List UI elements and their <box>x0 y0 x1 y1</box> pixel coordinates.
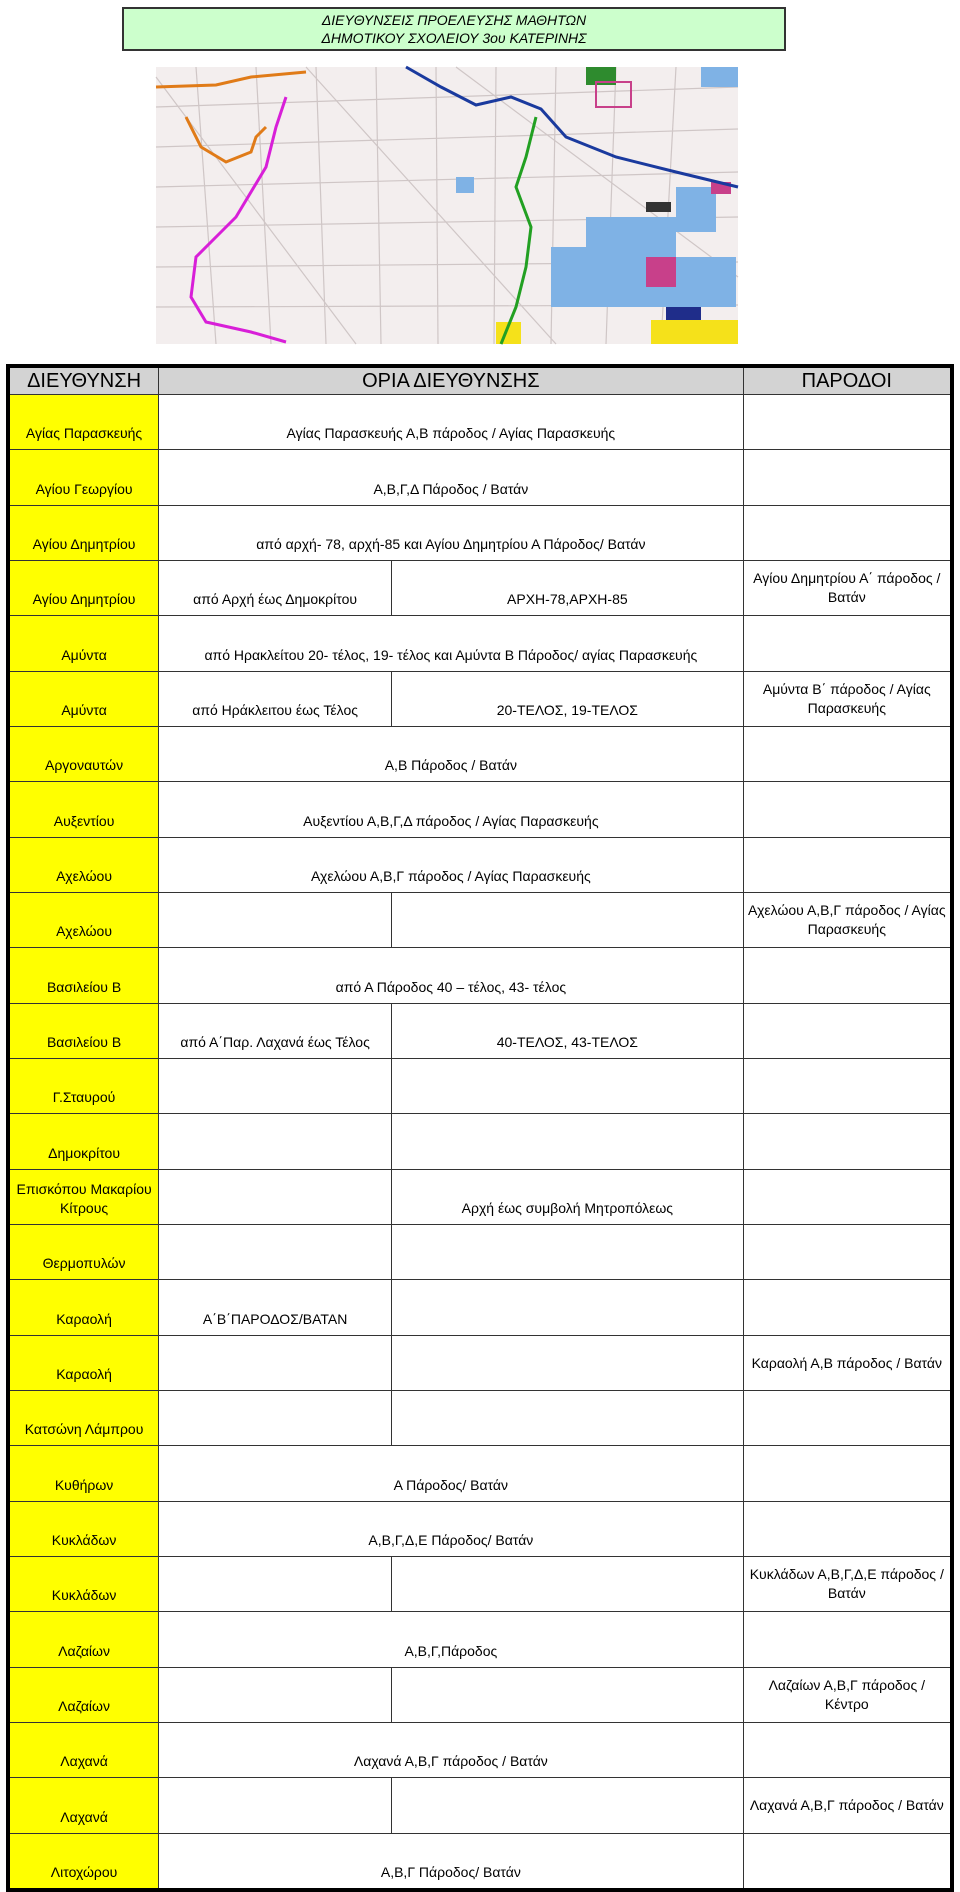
address-name-cell: Κυκλάδων <box>8 1502 159 1557</box>
document-title <box>122 7 786 51</box>
address-name-cell: Καραολή <box>8 1280 159 1336</box>
table-row <box>8 1834 952 1891</box>
table-row <box>8 1778 952 1834</box>
street-map-image <box>156 67 738 344</box>
address-name-cell: Αγίας Παρασκευής <box>8 395 159 450</box>
table-row <box>8 1225 952 1280</box>
address-range-numbers-cell <box>392 1059 743 1114</box>
address-range-from-cell <box>159 1557 392 1612</box>
address-name-cell: Κυθήρων <box>8 1446 159 1502</box>
address-range-numbers-cell <box>392 1336 743 1391</box>
address-range-numbers-cell <box>392 893 743 948</box>
address-limits-cell: Α Πάροδος/ Βατάν <box>159 1446 743 1502</box>
address-name-cell: Λαζαίων <box>8 1668 159 1723</box>
table-row <box>8 1170 952 1225</box>
address-name-cell: Γ.Σταυρού <box>8 1059 159 1114</box>
header-side-streets: ΠΑΡΟΔΟΙ <box>743 366 952 395</box>
address-name-cell: Αγίου Γεωργίου <box>8 450 159 506</box>
side-streets-cell: Αγίου Δημητρίου Α΄ πάροδος / Βατάν <box>743 561 952 616</box>
address-range-numbers-cell: 20-ΤΕΛΟΣ, 19-ΤΕΛΟΣ <box>392 672 743 727</box>
side-streets-cell <box>743 395 952 450</box>
table-row <box>8 838 952 893</box>
side-streets-cell <box>743 727 952 782</box>
side-streets-cell: Αμύντα Β΄ πάροδος / Αγίας Παρασκευής <box>743 672 952 727</box>
side-streets-cell: Καραολή Α,Β πάροδος / Βατάν <box>743 1336 952 1391</box>
side-streets-cell <box>743 1612 952 1668</box>
address-name-cell: Κυκλάδων <box>8 1557 159 1612</box>
table-row <box>8 948 952 1004</box>
address-name-cell: Επισκόπου Μακαρίου Κίτρους <box>8 1170 159 1225</box>
address-range-numbers-cell: ΑΡΧΗ-78,ΑΡΧΗ-85 <box>392 561 743 616</box>
table-row <box>8 1446 952 1502</box>
table-row <box>8 506 952 561</box>
address-range-from-cell: από Α΄Παρ. Λαχανά έως Τέλος <box>159 1004 392 1059</box>
table-row <box>8 1059 952 1114</box>
table-row <box>8 1502 952 1557</box>
address-limits-cell: Λαχανά Α,Β,Γ πάροδος / Βατάν <box>159 1723 743 1778</box>
table-header-row <box>8 366 952 395</box>
side-streets-cell <box>743 616 952 672</box>
address-limits-cell: από Ηρακλείτου 20- τέλος, 19- τέλος και Αμύντα Β Πάροδος/ αγίας Παρασκευής <box>159 616 743 672</box>
table-row <box>8 727 952 782</box>
address-range-from-cell <box>159 1336 392 1391</box>
address-range-numbers-cell: 40-ΤΕΛΟΣ, 43-ΤΕΛΟΣ <box>392 1004 743 1059</box>
side-streets-cell: Λαχανά Α,Β,Γ πάροδος / Βατάν <box>743 1778 952 1834</box>
address-range-from-cell <box>159 1170 392 1225</box>
address-name-cell: Λαχανά <box>8 1723 159 1778</box>
side-streets-cell: Αχελώου Α,Β,Γ πάροδος / Αγίας Παρασκευής <box>743 893 952 948</box>
address-range-numbers-cell <box>392 1391 743 1446</box>
address-limits-cell: Α,Β,Γ,Πάροδος <box>159 1612 743 1668</box>
address-range-numbers-cell <box>392 1225 743 1280</box>
address-range-from-cell <box>159 893 392 948</box>
address-name-cell: Αχελώου <box>8 893 159 948</box>
side-streets-cell <box>743 1059 952 1114</box>
address-range-from-cell <box>159 1778 392 1834</box>
address-name-cell: Αμύντα <box>8 672 159 727</box>
address-name-cell: Βασιλείου Β <box>8 1004 159 1059</box>
address-range-numbers-cell <box>392 1280 743 1336</box>
address-range-from-cell <box>159 1225 392 1280</box>
address-range-from-cell <box>159 1391 392 1446</box>
table-row <box>8 1336 952 1391</box>
address-name-cell: Λιτοχώρου <box>8 1834 159 1891</box>
address-name-cell: Αγίου Δημητρίου <box>8 506 159 561</box>
address-table <box>6 364 954 1892</box>
address-name-cell: Αυξεντίου <box>8 782 159 838</box>
address-name-cell: Αχελώου <box>8 838 159 893</box>
table-row <box>8 1280 952 1336</box>
address-limits-cell: Α,Β,Γ,Δ,Ε Πάροδος/ Βατάν <box>159 1502 743 1557</box>
side-streets-cell <box>743 1446 952 1502</box>
title-line-2: ΔΗΜΟΤΙΚΟΥ ΣΧΟΛΕΙΟΥ 3ου ΚΑΤΕΡΙΝΗΣ <box>321 30 587 46</box>
address-name-cell: Θερμοπυλών <box>8 1225 159 1280</box>
side-streets-cell <box>743 948 952 1004</box>
table-row <box>8 1723 952 1778</box>
map-svg <box>156 67 738 344</box>
address-range-from-cell: Α΄Β΄ΠΑΡΟΔΟΣ/ΒΑΤΑΝ <box>159 1280 392 1336</box>
table-row <box>8 1612 952 1668</box>
address-range-numbers-cell <box>392 1114 743 1170</box>
side-streets-cell <box>743 1170 952 1225</box>
address-name-cell: Λαχανά <box>8 1778 159 1834</box>
address-name-cell: Καραολή <box>8 1336 159 1391</box>
address-limits-cell: Α,Β,Γ,Δ Πάροδος / Βατάν <box>159 450 743 506</box>
address-name-cell: Αγίου Δημητρίου <box>8 561 159 616</box>
address-limits-cell: Α,Β Πάροδος / Βατάν <box>159 727 743 782</box>
side-streets-cell <box>743 1391 952 1446</box>
side-streets-cell: Κυκλάδων Α,Β,Γ,Δ,Ε πάροδος / Βατάν <box>743 1557 952 1612</box>
header-address: ΔΙΕΥΘΥΝΣΗ <box>8 366 159 395</box>
address-range-from-cell <box>159 1114 392 1170</box>
header-limits: ΟΡΙΑ ΔΙΕΥΘΥΝΣΗΣ <box>159 366 743 395</box>
side-streets-cell <box>743 1004 952 1059</box>
side-streets-cell <box>743 1280 952 1336</box>
side-streets-cell: Λαζαίων Α,Β,Γ πάροδος / Κέντρο <box>743 1668 952 1723</box>
address-name-cell: Λαζαίων <box>8 1612 159 1668</box>
address-limits-cell: Α,Β,Γ Πάροδος/ Βατάν <box>159 1834 743 1891</box>
table-row <box>8 616 952 672</box>
side-streets-cell <box>743 838 952 893</box>
address-limits-cell: Αυξεντίου Α,Β,Γ,Δ πάροδος / Αγίας Παρασκευής <box>159 782 743 838</box>
address-table-container <box>6 364 954 1880</box>
address-range-from-cell: από Αρχή έως Δημοκρίτου <box>159 561 392 616</box>
side-streets-cell <box>743 506 952 561</box>
address-limits-cell: Αχελώου Α,Β,Γ πάροδος / Αγίας Παρασκευής <box>159 838 743 893</box>
side-streets-cell <box>743 1225 952 1280</box>
address-limits-cell: Αγίας Παρασκευής Α,Β πάροδος / Αγίας Παρασκευής <box>159 395 743 450</box>
address-range-from-cell: από Ηράκλειτου έως Τέλος <box>159 672 392 727</box>
address-name-cell: Αργοναυτών <box>8 727 159 782</box>
table-row <box>8 450 952 506</box>
address-limits-cell: από Α Πάροδος 40 – τέλος, 43- τέλος <box>159 948 743 1004</box>
table-row <box>8 1004 952 1059</box>
side-streets-cell <box>743 1723 952 1778</box>
address-range-numbers-cell <box>392 1557 743 1612</box>
table-row <box>8 1114 952 1170</box>
address-name-cell: Αμύντα <box>8 616 159 672</box>
side-streets-cell <box>743 450 952 506</box>
address-range-numbers-cell <box>392 1778 743 1834</box>
address-name-cell: Βασιλείου Β <box>8 948 159 1004</box>
address-range-numbers-cell: Αρχή έως συμβολή Μητροπόλεως <box>392 1170 743 1225</box>
title-line-1: ΔΙΕΥΘΥΝΣΕΙΣ ΠΡΟΕΛΕΥΣΗΣ ΜΑΘΗΤΩΝ <box>321 12 587 28</box>
address-limits-cell: από αρχή- 78, αρχή-85 και Αγίου Δημητρίου Α Πάροδος/ Βατάν <box>159 506 743 561</box>
address-name-cell: Κατσώνη Λάμπρου <box>8 1391 159 1446</box>
side-streets-cell <box>743 1114 952 1170</box>
table-row <box>8 1557 952 1612</box>
side-streets-cell <box>743 1834 952 1891</box>
table-row <box>8 561 952 616</box>
side-streets-cell <box>743 782 952 838</box>
address-range-numbers-cell <box>392 1668 743 1723</box>
table-row <box>8 782 952 838</box>
address-range-from-cell <box>159 1668 392 1723</box>
table-row <box>8 1668 952 1723</box>
side-streets-cell <box>743 1502 952 1557</box>
table-row <box>8 1391 952 1446</box>
table-row <box>8 893 952 948</box>
table-row <box>8 672 952 727</box>
address-range-from-cell <box>159 1059 392 1114</box>
address-name-cell: Δημοκρίτου <box>8 1114 159 1170</box>
table-row <box>8 395 952 450</box>
